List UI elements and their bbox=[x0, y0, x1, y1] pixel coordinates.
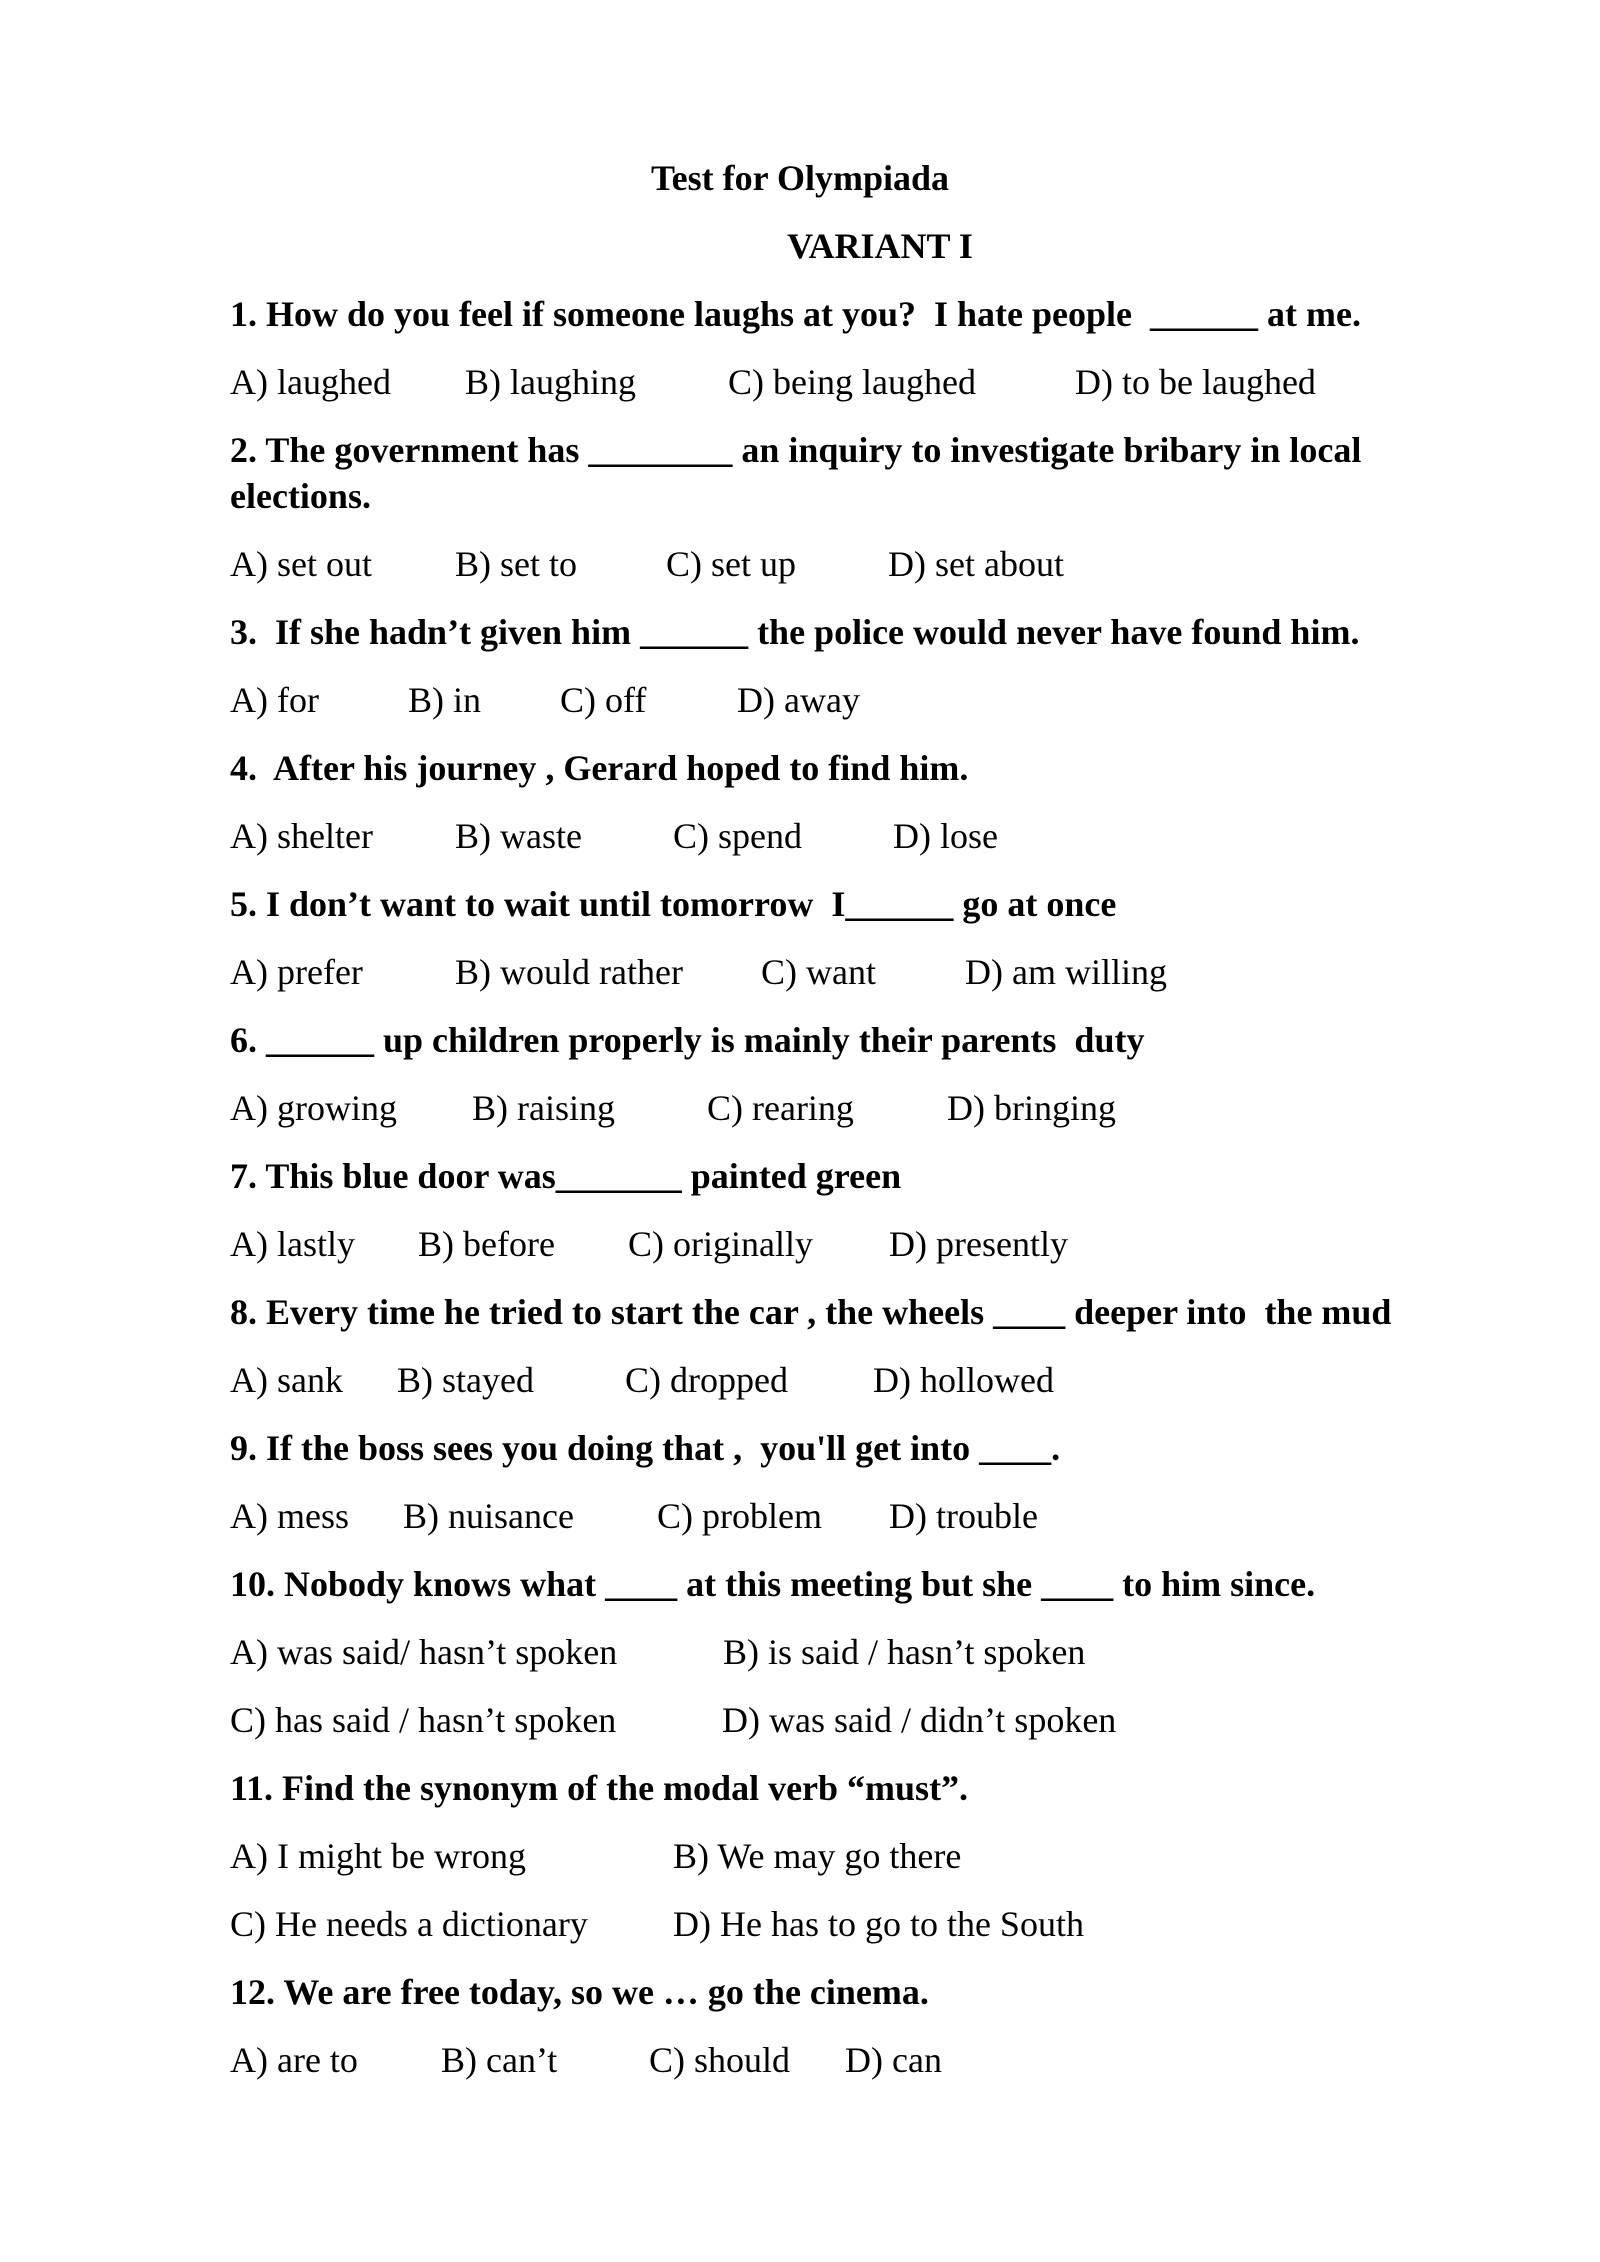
variant-heading: VARIANT I bbox=[787, 226, 973, 266]
q6-option-b: B) raising bbox=[472, 1088, 615, 1128]
q11-option-d: D) He has to go to the South bbox=[673, 1904, 1084, 1944]
q4-option-a: A) shelter bbox=[230, 816, 373, 856]
q8-option-a: A) sank bbox=[230, 1360, 343, 1400]
q5-option-b: B) would rather bbox=[455, 952, 683, 992]
question-2: 2. The government has ________ an inquiry to investigate bribary in local elections. bbox=[230, 430, 1362, 516]
q10-option-a: A) was said/ hasn’t spoken bbox=[230, 1632, 618, 1672]
q12-option-b: B) can’t bbox=[441, 2040, 558, 2080]
q8-option-c: C) dropped bbox=[625, 1360, 788, 1400]
q12-option-c: C) should bbox=[649, 2040, 791, 2080]
q7-option-b: B) before bbox=[418, 1224, 555, 1264]
q2-option-b: B) set to bbox=[455, 544, 577, 584]
q9-option-d: D) trouble bbox=[889, 1496, 1038, 1536]
q1-option-b: B) laughing bbox=[465, 362, 636, 402]
question-4: 4. After his journey , Gerard hoped to find him. bbox=[230, 748, 969, 788]
question-6: 6. ______ up children properly is mainly their parents duty bbox=[230, 1020, 1145, 1060]
q7-option-a: A) lastly bbox=[230, 1224, 355, 1264]
q10-option-b: B) is said / hasn’t spoken bbox=[723, 1632, 1086, 1672]
question-11: 11. Find the synonym of the modal verb “must”. bbox=[230, 1768, 969, 1808]
question-10: 10. Nobody knows what ____ at this meeting but she ____ to him since. bbox=[230, 1564, 1316, 1604]
q11-option-a: A) I might be wrong bbox=[230, 1836, 526, 1876]
q7-option-c: C) originally bbox=[628, 1224, 813, 1264]
q10-option-c: C) has said / hasn’t spoken bbox=[230, 1700, 617, 1740]
q2-option-a: A) set out bbox=[230, 544, 372, 584]
q3-option-b: B) in bbox=[408, 680, 482, 720]
question-9: 9. If the boss sees you doing that , you'll get into ____. bbox=[230, 1428, 1061, 1468]
q12-option-d: D) can bbox=[845, 2040, 942, 2080]
q4-option-b: B) waste bbox=[455, 816, 582, 856]
q1-option-a: A) laughed bbox=[230, 362, 391, 402]
q4-option-c: C) spend bbox=[673, 816, 802, 856]
question-12: 12. We are free today, so we … go the cinema. bbox=[230, 1972, 929, 2012]
q8-option-b: B) stayed bbox=[397, 1360, 534, 1400]
page-title: Test for Olympiada bbox=[650, 158, 950, 198]
q9-option-b: B) nuisance bbox=[403, 1496, 574, 1536]
q6-option-a: A) growing bbox=[230, 1088, 397, 1128]
q8-option-d: D) hollowed bbox=[873, 1360, 1054, 1400]
question-5: 5. I don’t want to wait until tomorrow I______ go at once bbox=[230, 884, 1117, 924]
q1-option-c: C) being laughed bbox=[728, 362, 976, 402]
question-3: 3. If she hadn’t given him ______ the police would never have found him. bbox=[230, 612, 1360, 652]
q5-option-c: C) want bbox=[761, 952, 876, 992]
q2-option-d: D) set about bbox=[888, 544, 1064, 584]
q11-option-b: B) We may go there bbox=[673, 1836, 962, 1876]
question-7: 7. This blue door was_______ painted green bbox=[230, 1156, 902, 1196]
question-1: 1. How do you feel if someone laughs at you? I hate people ______ at me. bbox=[230, 294, 1361, 334]
q2-option-c: C) set up bbox=[666, 544, 796, 584]
q9-option-a: A) mess bbox=[230, 1496, 349, 1536]
q6-option-c: C) rearing bbox=[707, 1088, 854, 1128]
question-8: 8. Every time he tried to start the car , the wheels ____ deeper into the mud bbox=[230, 1292, 1392, 1332]
q9-option-c: C) problem bbox=[657, 1496, 822, 1536]
q3-option-a: A) for bbox=[230, 680, 319, 720]
q10-option-d: D) was said / didn’t spoken bbox=[722, 1700, 1117, 1740]
q11-option-c: C) He needs a dictionary bbox=[230, 1904, 588, 1944]
q3-option-d: D) away bbox=[737, 680, 860, 720]
q1-option-d: D) to be laughed bbox=[1075, 362, 1316, 402]
q5-option-d: D) am willing bbox=[965, 952, 1167, 992]
q3-option-c: C) off bbox=[560, 680, 647, 720]
q4-option-d: D) lose bbox=[893, 816, 998, 856]
q6-option-d: D) bringing bbox=[947, 1088, 1116, 1128]
q12-option-a: A) are to bbox=[230, 2040, 358, 2080]
q5-option-a: A) prefer bbox=[230, 952, 363, 992]
q7-option-d: D) presently bbox=[889, 1224, 1068, 1264]
